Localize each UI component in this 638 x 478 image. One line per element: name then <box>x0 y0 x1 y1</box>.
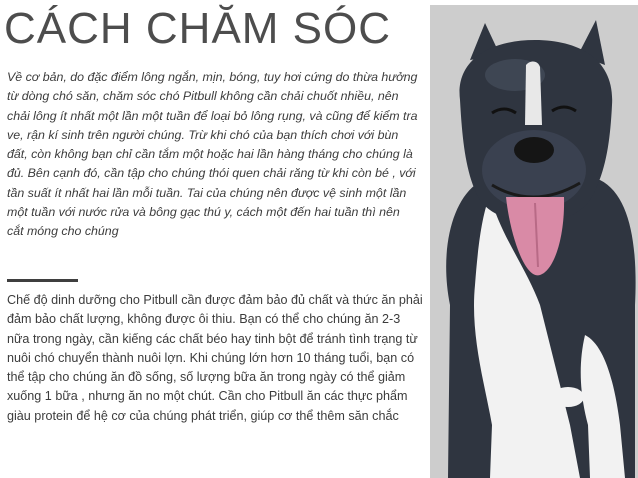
dog-nose <box>514 137 554 163</box>
dog-paw-left <box>506 390 538 410</box>
pitbull-illustration <box>430 5 638 478</box>
page-title: CÁCH CHĂM SÓC <box>4 4 392 53</box>
section-divider <box>7 279 78 282</box>
nutrition-paragraph: Chế độ dinh dưỡng cho Pitbull cần được đảm bảo đủ chất và thức ăn phải đảm bảo chất lượng, không được ôi thiu. Bạn có thể cho chúng ăn 2-3 nữa trong ngày, cần kiếng các chất béo hay tinh bột để tránh tình trạng từ nuôi chó chuyển thành nuôi lợn. Khi chúng lớn hơn 10 tháng tuổi, bạn có thể tập cho chúng ăn đồ sống, số lượng bữa ăn trong ngày có thể giảm xuống 1 bữa , nhưng ăn no một chút. Cần cho Pitbull ăn các thực phẩm giàu protein để hệ cơ của chúng phát triển, giúp cơ thể thêm săn chắc <box>7 293 423 423</box>
dog-paw-right <box>552 387 584 407</box>
dog-blaze <box>525 61 542 125</box>
pitbull-photo <box>430 5 638 478</box>
grooming-paragraph: Về cơ bản, do đặc điểm lông ngắn, mịn, bóng, tuy hơi cứng do thừa hưởng từ dòng chó săn, chăm sóc chó Pitbull không cần chải chuốt nhiều, nên chải lông ít nhất một lần một tuần để loại bỏ lông rụng, và cũng để kiểm tra ve, rận kí sinh trên người chúng. Trừ khi chó của bạn thích chơi với bùn đất, còn không bạn chỉ cần tắm một hoặc hai lần hàng tháng cho chúng là đủ. Bên cạnh đó, cần tập cho chúng thói quen chải răng từ khi còn bé , với tần suất ít nhất hai lần mỗi tuần. Tai của chúng nên được vệ sinh một lần một tuần với nước rửa và bông gạc thú y, cách một đến hai tuần thì nên cắt móng cho chúng <box>7 70 418 239</box>
